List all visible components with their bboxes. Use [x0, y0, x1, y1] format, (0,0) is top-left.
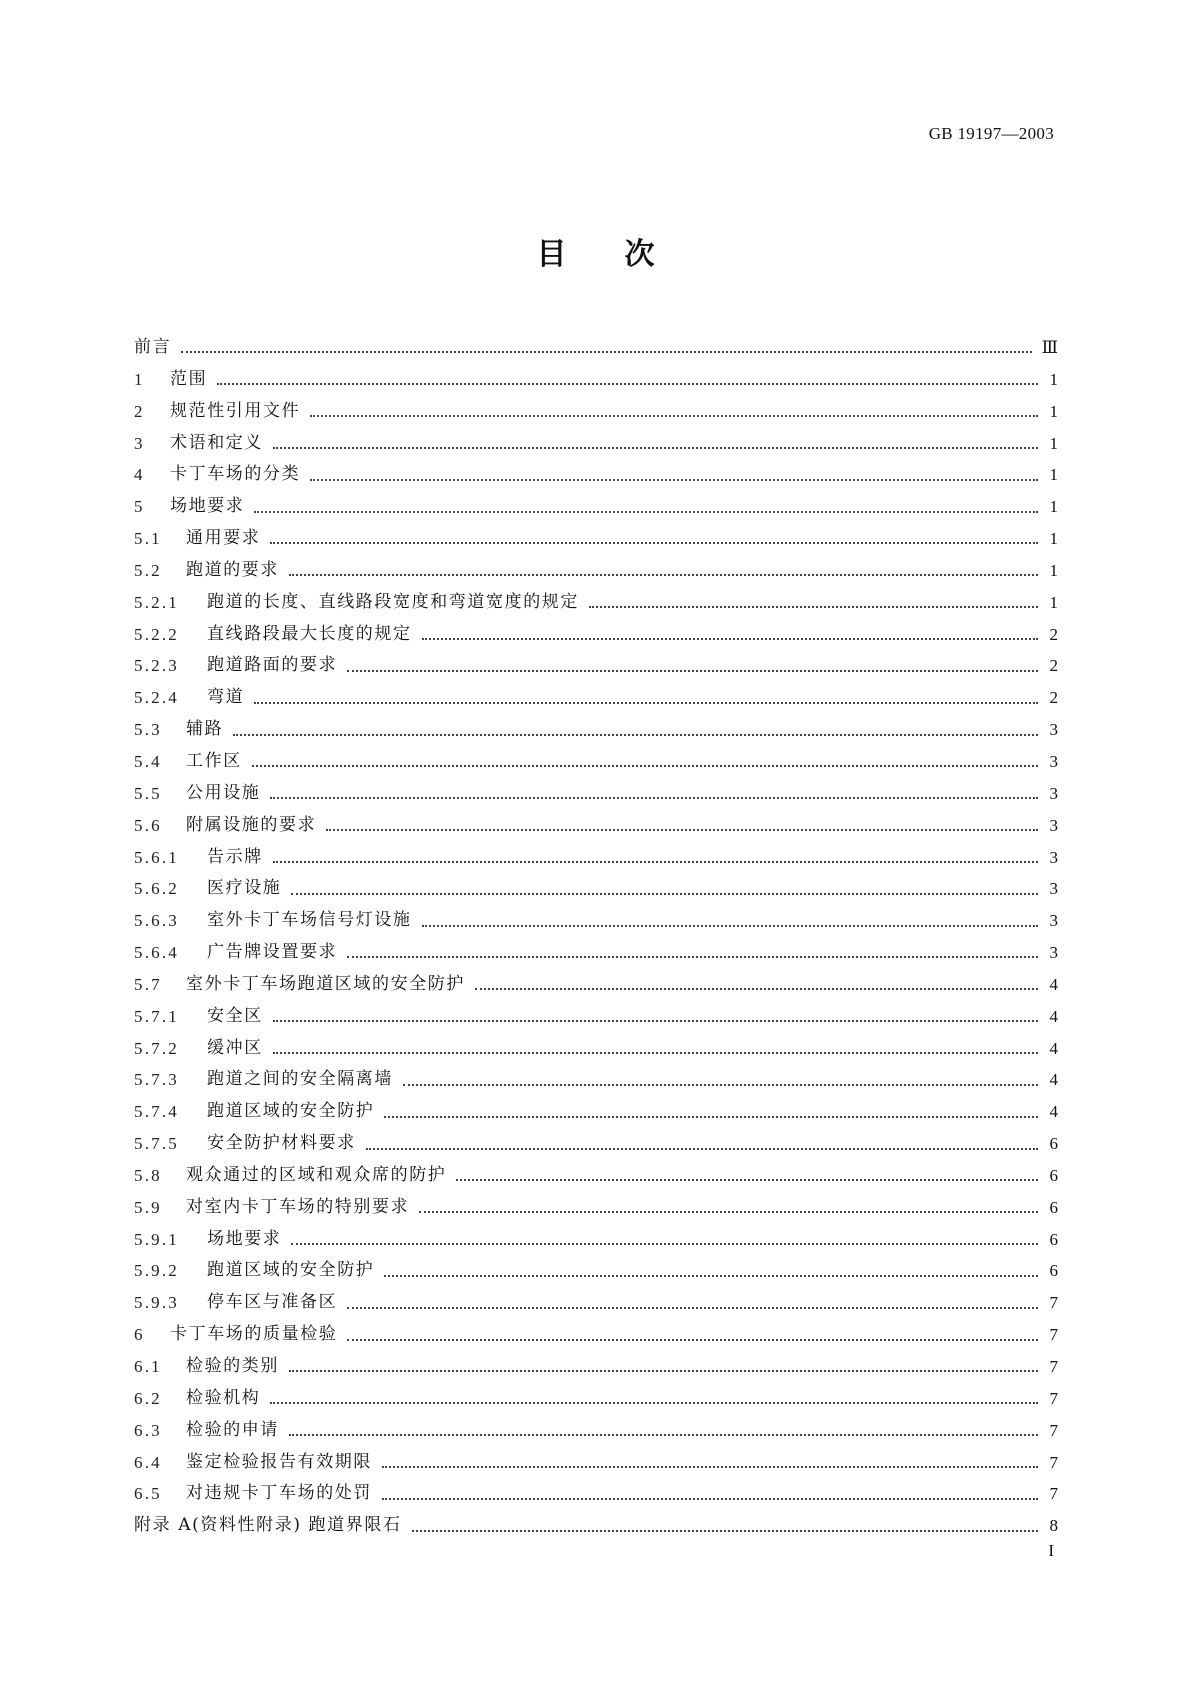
toc-dot-leader [291, 1242, 1038, 1245]
toc-entry-title: 附属设施的要求 [186, 814, 317, 835]
toc-entry[interactable] [134, 396, 1058, 428]
toc-entry[interactable] [134, 842, 1058, 874]
toc-dot-leader [310, 414, 1038, 417]
toc-entry[interactable] [134, 1478, 1058, 1510]
toc-entry[interactable] [134, 905, 1058, 937]
toc-entry[interactable] [134, 1287, 1058, 1319]
toc-dot-leader [273, 446, 1038, 449]
toc-entry-number: 5.7.2 [134, 1038, 179, 1058]
toc-entry-page: 3 [1049, 943, 1058, 963]
toc-entry-number: 2 [134, 401, 145, 421]
toc-entry[interactable] [134, 1033, 1058, 1065]
toc-entry-number: 5.8 [134, 1165, 162, 1185]
toc-entry-page: 3 [1049, 879, 1058, 899]
toc-entry-number: 5.7 [134, 974, 162, 994]
toc-dot-leader [382, 1497, 1038, 1500]
toc-dot-leader [273, 1051, 1038, 1054]
toc-entry[interactable] [134, 873, 1058, 905]
toc-entry-page: 6 [1049, 1229, 1058, 1249]
toc-entry-title: 规范性引用文件 [170, 400, 301, 421]
toc-dot-leader [366, 1147, 1038, 1150]
toc-entry-title: 通用要求 [186, 528, 261, 549]
toc-entry-page: 7 [1049, 1357, 1058, 1376]
toc-entry-number: 6.5 [134, 1484, 162, 1504]
toc-entry-page: 7 [1049, 1325, 1058, 1345]
toc-entry-page: 4 [1049, 1070, 1058, 1090]
toc-entry-number: 5.9.2 [134, 1261, 179, 1281]
toc-entry-title: 卡丁车场的分类 [170, 464, 301, 485]
toc-entry-title: 前言 [134, 337, 172, 357]
toc-entry-title: 范围 [170, 368, 208, 389]
toc-entry-number: 5.2.4 [134, 688, 179, 708]
toc-dot-leader [412, 1529, 1038, 1532]
toc-dot-leader [310, 478, 1038, 481]
toc-entry-page: 1 [1049, 465, 1058, 485]
toc-entry-title: 直线路段最大长度的规定 [207, 623, 412, 644]
toc-entry-title: 卡丁车场的质量检验 [170, 1324, 338, 1345]
toc-entry[interactable] [134, 714, 1058, 746]
toc-dot-leader [289, 1369, 1038, 1372]
toc-entry[interactable] [134, 1064, 1058, 1096]
toc-dot-leader [475, 987, 1038, 990]
toc-entry[interactable] [134, 332, 1058, 364]
toc-entry-title: 告示牌 [207, 846, 263, 867]
toc-entry-number: 5.3 [134, 720, 162, 740]
toc-entry-title: 跑道的要求 [186, 559, 279, 580]
toc-entry-title: 检验的类别 [186, 1356, 279, 1376]
toc-entry[interactable] [134, 1319, 1058, 1351]
toc-entry-title: 医疗设施 [207, 878, 282, 899]
toc-entry-number: 5.6.4 [134, 943, 179, 963]
toc-entry-title: 停车区与准备区 [207, 1292, 338, 1313]
toc-dot-leader [181, 350, 1031, 353]
toc-dot-leader [254, 510, 1038, 513]
toc-dot-leader [589, 605, 1038, 608]
toc-entry-title: 缓冲区 [207, 1037, 263, 1058]
toc-entry-page: 3 [1049, 815, 1058, 835]
toc-entry-title: 观众通过的区域和观众席的防护 [186, 1164, 447, 1185]
toc-entry[interactable] [134, 1447, 1058, 1479]
toc-entry-title: 弯道 [207, 687, 245, 708]
toc-entry[interactable] [134, 523, 1058, 555]
toc-dot-leader [233, 733, 1038, 736]
toc-dot-leader [270, 541, 1038, 544]
toc-dot-leader [419, 1210, 1038, 1213]
toc-entry-title: 鉴定检验报告有效期限 [186, 1451, 372, 1472]
toc-entry-title: 附录 A(资料性附录) 跑道界限石 [134, 1515, 402, 1536]
toc-entry-title: 广告牌设置要求 [207, 942, 338, 963]
toc-entry-title: 跑道之间的安全隔离墙 [207, 1069, 393, 1090]
toc-entry-title: 公用设施 [186, 782, 261, 803]
toc-entry-number: 5.2.2 [134, 624, 179, 644]
toc-entry-number: 5.6 [134, 815, 162, 835]
toc-entry-page: Ⅲ [1041, 338, 1058, 357]
toc-entry-number: 5.6.1 [134, 847, 179, 867]
toc-entry-page: 2 [1049, 656, 1058, 676]
toc-dot-leader [347, 1338, 1038, 1341]
toc-entry[interactable] [134, 810, 1058, 842]
toc-entry[interactable] [134, 491, 1058, 523]
toc-entry-number: 5.9.1 [134, 1229, 179, 1249]
toc-entry-number: 6.2 [134, 1388, 162, 1408]
toc-entry[interactable] [134, 778, 1058, 810]
toc-entry-title: 场地要求 [170, 496, 245, 517]
toc-entry-title: 跑道区域的安全防护 [207, 1101, 375, 1122]
toc-dot-leader [291, 892, 1038, 895]
toc-entry-number: 5.7.4 [134, 1102, 179, 1122]
toc-entry[interactable] [134, 1383, 1058, 1415]
toc-entry-number: 3 [134, 433, 145, 453]
toc-entry-page: 4 [1049, 974, 1058, 994]
toc-entry[interactable] [134, 364, 1058, 396]
toc-entry-number: 4 [134, 465, 145, 485]
toc-entry-number: 5.2.1 [134, 592, 179, 612]
toc-entry[interactable] [134, 1510, 1058, 1542]
toc-dot-leader [422, 637, 1038, 640]
toc-entry[interactable] [134, 555, 1058, 587]
toc-entry-number: 5.2 [134, 560, 162, 580]
toc-entry-title: 室外卡丁车场跑道区域的安全防护 [186, 973, 465, 994]
toc-entry-page: 7 [1049, 1484, 1058, 1504]
toc-dot-leader [347, 1306, 1038, 1309]
toc-entry-page: 6 [1049, 1197, 1058, 1217]
toc-dot-leader [384, 1274, 1038, 1277]
toc-entry-page: 6 [1049, 1261, 1058, 1281]
toc-entry-title: 对室内卡丁车场的特别要求 [186, 1196, 410, 1217]
toc-entry-title: 跑道区域的安全防护 [207, 1260, 375, 1281]
toc-entry-page: 1 [1049, 560, 1058, 580]
toc-entry[interactable] [134, 1255, 1058, 1287]
toc-entry-number: 1 [134, 369, 145, 389]
standard-code: GB 19197—2003 [928, 124, 1054, 143]
toc-entry-number: 5.2.3 [134, 656, 179, 676]
toc-dot-leader [270, 1401, 1038, 1404]
toc-entry-title: 安全防护材料要求 [207, 1133, 356, 1154]
toc-entry-number: 5.7.3 [134, 1070, 179, 1090]
toc-dot-leader [273, 860, 1038, 863]
toc-entry[interactable] [134, 619, 1058, 651]
toc-entry-title: 室外卡丁车场信号灯设施 [207, 910, 412, 931]
toc-entry-page: 7 [1049, 1388, 1058, 1408]
toc-dot-leader [273, 1019, 1038, 1022]
toc-entry-number: 5.7.1 [134, 1006, 179, 1026]
toc-entry[interactable] [134, 969, 1058, 1001]
toc-entry-number: 5.4 [134, 751, 162, 771]
toc-entry-number: 5.6.3 [134, 911, 179, 931]
toc-entry-page: 4 [1049, 1038, 1058, 1058]
toc-entry-page: 4 [1049, 1006, 1058, 1026]
toc-dot-leader [347, 669, 1038, 672]
toc-entry-page: 7 [1049, 1293, 1058, 1313]
toc-entry-title: 工作区 [186, 750, 242, 771]
toc-entry-page: 3 [1049, 751, 1058, 771]
toc-entry-page: 3 [1049, 783, 1058, 803]
toc-entry-number: 5.9 [134, 1197, 162, 1217]
toc-dot-leader [456, 1178, 1038, 1181]
toc-entry[interactable] [134, 428, 1058, 460]
toc-dot-leader [403, 1083, 1038, 1086]
toc-entry-number: 5.6.2 [134, 879, 179, 899]
toc-entry-number: 5.5 [134, 783, 162, 803]
toc-entry[interactable] [134, 587, 1058, 619]
toc-entry-title: 对违规卡丁车场的处罚 [186, 1483, 372, 1504]
toc-dot-leader [252, 764, 1038, 767]
toc-entry-page: 3 [1049, 847, 1058, 867]
footer-page-number: I [1048, 1541, 1054, 1560]
toc-entry[interactable] [134, 1224, 1058, 1256]
toc-entry-page: 1 [1049, 369, 1058, 389]
toc-entry-number: 6.4 [134, 1452, 162, 1472]
toc-entry-page: 3 [1049, 720, 1058, 740]
toc-entry-page: 2 [1049, 688, 1058, 708]
toc-entry-page: 2 [1049, 624, 1058, 644]
toc-entry-title: 术语和定义 [170, 432, 263, 453]
toc-entry[interactable] [134, 1415, 1058, 1447]
toc-dot-leader [382, 1465, 1038, 1468]
toc-entry-title: 跑道路面的要求 [207, 655, 338, 676]
toc-entry-number: 5.7.5 [134, 1134, 179, 1154]
toc-entry[interactable] [134, 459, 1058, 491]
toc-dot-leader [289, 573, 1038, 576]
toc-dot-leader [326, 828, 1038, 831]
toc-entry-page: 7 [1049, 1452, 1058, 1472]
toc-dot-leader [217, 382, 1038, 385]
toc-entry-page: 1 [1049, 497, 1058, 517]
toc-entry[interactable] [134, 746, 1058, 778]
toc-dot-leader [289, 1433, 1038, 1436]
toc-entry[interactable] [134, 937, 1058, 969]
toc-entry-page: 3 [1049, 911, 1058, 931]
toc-dot-leader [384, 1115, 1038, 1118]
toc-entry-title: 安全区 [207, 1005, 263, 1026]
toc-entry[interactable] [134, 1192, 1058, 1224]
toc-entry[interactable] [134, 1160, 1058, 1192]
toc-entry-number: 5.1 [134, 529, 162, 549]
toc-entry-number: 5 [134, 497, 145, 517]
toc-entry[interactable] [134, 650, 1058, 682]
toc-entry[interactable] [134, 1351, 1058, 1383]
toc-entry-page: 6 [1049, 1134, 1058, 1154]
toc-dot-leader [347, 955, 1038, 958]
toc-entry-number: 6.1 [134, 1357, 162, 1376]
toc-entry[interactable] [134, 1128, 1058, 1160]
toc-entry-page: 6 [1049, 1165, 1058, 1185]
toc-entry-title: 检验的申请 [186, 1419, 279, 1440]
toc-entry-number: 6.3 [134, 1420, 162, 1440]
toc-entry-title: 场地要求 [207, 1228, 282, 1249]
toc-entry-title: 检验机构 [186, 1387, 261, 1408]
toc-entry-title: 跑道的长度、直线路段宽度和弯道宽度的规定 [207, 591, 579, 612]
toc-entry-page: 1 [1049, 529, 1058, 549]
toc-entry[interactable] [134, 682, 1058, 714]
toc-entry-page: 7 [1049, 1420, 1058, 1440]
toc-entry[interactable] [134, 1001, 1058, 1033]
toc-dot-leader [270, 796, 1038, 799]
toc-entry-page: 8 [1049, 1516, 1058, 1536]
toc-entry-title: 辅路 [186, 719, 224, 740]
table-of-contents [134, 332, 1058, 1542]
toc-dot-leader [254, 701, 1038, 704]
toc-entry-number: 6 [134, 1325, 145, 1345]
toc-entry-page: 4 [1049, 1102, 1058, 1122]
toc-dot-leader [422, 924, 1038, 927]
toc-entry-number: 5.9.3 [134, 1293, 179, 1313]
toc-entry-page: 1 [1049, 592, 1058, 612]
toc-entry-page: 1 [1049, 401, 1058, 421]
toc-entry[interactable] [134, 1096, 1058, 1128]
page-title: 目次 [536, 237, 713, 272]
toc-entry-page: 1 [1049, 433, 1058, 453]
